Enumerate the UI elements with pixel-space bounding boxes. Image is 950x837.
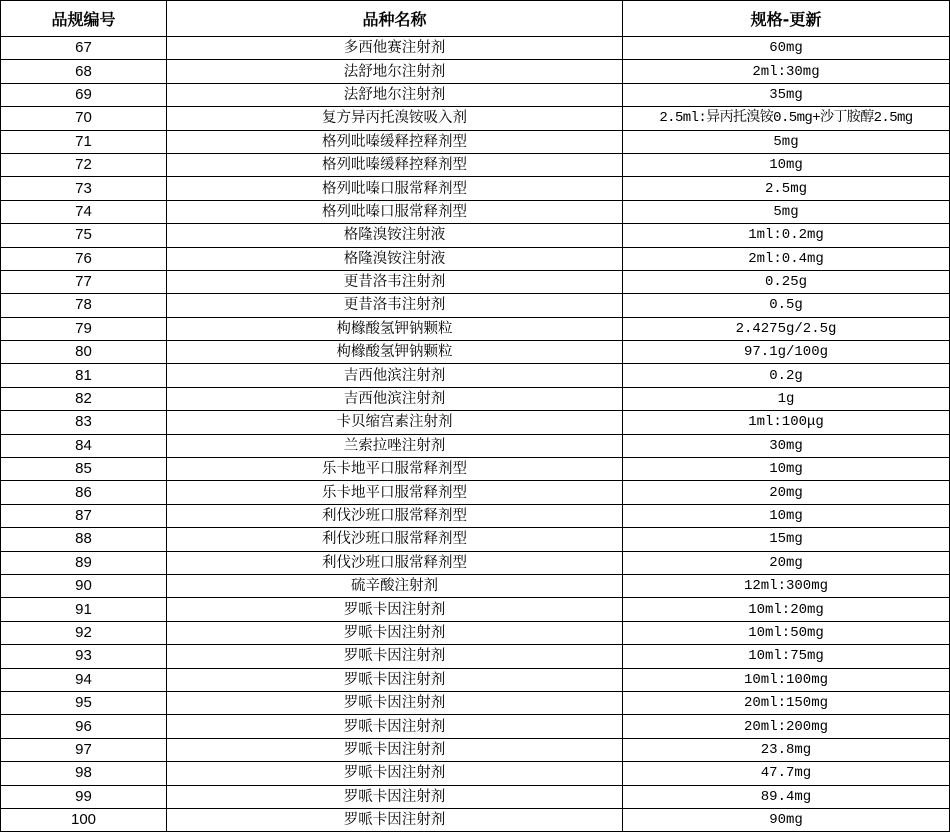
drug-name-cell: 硫辛酸注射剂: [167, 574, 623, 597]
spec-cell: 10ml:50mg: [623, 621, 950, 644]
table-row: [1, 785, 950, 808]
drug-name-cell: 法舒地尔注射剂: [167, 83, 623, 106]
drug-name-cell: 利伐沙班口服常释剂型: [167, 528, 623, 551]
item-code-cell: 94: [1, 668, 167, 691]
drug-name-cell: 法舒地尔注射剂: [167, 60, 623, 83]
drug-name-cell: 卡贝缩宫素注射剂: [167, 411, 623, 434]
drug-name-cell: 罗哌卡因注射剂: [167, 691, 623, 714]
drug-name-cell: 兰索拉唑注射剂: [167, 434, 623, 457]
item-code-cell: 72: [1, 153, 167, 176]
spec-cell: 47.7mg: [623, 762, 950, 785]
table-row: [1, 341, 950, 364]
item-code-cell: 81: [1, 364, 167, 387]
drug-name-cell: 利伐沙班口服常释剂型: [167, 504, 623, 527]
table-row: [1, 481, 950, 504]
drug-name-cell: 罗哌卡因注射剂: [167, 715, 623, 738]
item-code-cell: 93: [1, 645, 167, 668]
spec-cell: 89.4mg: [623, 785, 950, 808]
item-code-cell: 87: [1, 504, 167, 527]
drug-name-cell: 枸橼酸氢钾钠颗粒: [167, 341, 623, 364]
table-row: [1, 60, 950, 83]
table-row: [1, 458, 950, 481]
table-header: [1, 1, 950, 37]
table-row: [1, 387, 950, 410]
item-code-cell: 70: [1, 107, 167, 130]
item-code-cell: 96: [1, 715, 167, 738]
spec-cell: 0.25g: [623, 270, 950, 293]
item-code-cell: 95: [1, 691, 167, 714]
item-code-cell: 74: [1, 200, 167, 223]
drug-name-cell: 复方异丙托溴铵吸入剂: [167, 107, 623, 130]
spec-cell: 23.8mg: [623, 738, 950, 761]
spec-cell: 10ml:100mg: [623, 668, 950, 691]
item-code-cell: 97: [1, 738, 167, 761]
spec-cell: 1ml:100μg: [623, 411, 950, 434]
table-row: [1, 808, 950, 831]
item-code-cell: 79: [1, 317, 167, 340]
item-code-cell: 84: [1, 434, 167, 457]
table-row: [1, 574, 950, 597]
drug-name-cell: 乐卡地平口服常释剂型: [167, 458, 623, 481]
table-row: [1, 247, 950, 270]
table-body: [1, 37, 950, 832]
table-row: [1, 224, 950, 247]
header-row: [1, 1, 950, 37]
spec-cell: 10mg: [623, 153, 950, 176]
spec-cell: 2.5mg: [623, 177, 950, 200]
item-code-cell: 99: [1, 785, 167, 808]
table-row: [1, 504, 950, 527]
table-row: [1, 411, 950, 434]
item-code-cell: 100: [1, 808, 167, 831]
spec-cell: 10mg: [623, 458, 950, 481]
table-row: [1, 364, 950, 387]
item-code-cell: 67: [1, 37, 167, 60]
spec-cell: 0.2g: [623, 364, 950, 387]
spec-cell: 1ml:0.2mg: [623, 224, 950, 247]
table-row: [1, 177, 950, 200]
item-code-cell: 71: [1, 130, 167, 153]
spec-cell: 10mg: [623, 504, 950, 527]
table-row: [1, 668, 950, 691]
drug-name-cell: 格列吡嗪口服常释剂型: [167, 200, 623, 223]
drug-name-cell: 枸橼酸氢钾钠颗粒: [167, 317, 623, 340]
spec-cell: 20ml:200mg: [623, 715, 950, 738]
table-row: [1, 130, 950, 153]
table-row: [1, 153, 950, 176]
item-code-cell: 78: [1, 294, 167, 317]
item-code-cell: 77: [1, 270, 167, 293]
drug-name-cell: 乐卡地平口服常释剂型: [167, 481, 623, 504]
spec-cell: 20ml:150mg: [623, 691, 950, 714]
spec-cell: 1g: [623, 387, 950, 410]
drug-name-cell: 罗哌卡因注射剂: [167, 738, 623, 761]
spec-cell: 97.1g/100g: [623, 341, 950, 364]
item-code-cell: 80: [1, 341, 167, 364]
table-row: [1, 200, 950, 223]
spec-cell: 90mg: [623, 808, 950, 831]
table-row: [1, 270, 950, 293]
table-row: [1, 621, 950, 644]
drug-name-cell: 格列吡嗪口服常释剂型: [167, 177, 623, 200]
item-code-cell: 75: [1, 224, 167, 247]
item-code-cell: 86: [1, 481, 167, 504]
spec-cell: 0.5g: [623, 294, 950, 317]
spec-cell: 2ml:30mg: [623, 60, 950, 83]
table-row: [1, 37, 950, 60]
drug-name-cell: 格列吡嗪缓释控释剂型: [167, 153, 623, 176]
drug-name-cell: 更昔洛韦注射剂: [167, 294, 623, 317]
table-row: [1, 738, 950, 761]
item-code-cell: 85: [1, 458, 167, 481]
drug-name-cell: 格列吡嗪缓释控释剂型: [167, 130, 623, 153]
drug-name-cell: 多西他赛注射剂: [167, 37, 623, 60]
spec-cell: 60mg: [623, 37, 950, 60]
drug-name-cell: 更昔洛韦注射剂: [167, 270, 623, 293]
drug-name-cell: 罗哌卡因注射剂: [167, 785, 623, 808]
drug-name-cell: 罗哌卡因注射剂: [167, 598, 623, 621]
drug-name-cell: 利伐沙班口服常释剂型: [167, 551, 623, 574]
item-code-cell: 90: [1, 574, 167, 597]
item-code-cell: 98: [1, 762, 167, 785]
spec-cell: 2.5ml:异丙托溴铵0.5mg+沙丁胺醇2.5mg: [623, 107, 950, 130]
table-row: [1, 691, 950, 714]
drug-name-cell: 格隆溴铵注射液: [167, 247, 623, 270]
drug-name-cell: 罗哌卡因注射剂: [167, 808, 623, 831]
item-code-cell: 88: [1, 528, 167, 551]
item-code-cell: 68: [1, 60, 167, 83]
spec-cell: 35mg: [623, 83, 950, 106]
spec-cell: 10ml:20mg: [623, 598, 950, 621]
drug-name-cell: 罗哌卡因注射剂: [167, 621, 623, 644]
table-row: [1, 434, 950, 457]
header-drug-name: 品种名称: [167, 1, 623, 37]
table-row: [1, 551, 950, 574]
table-row: [1, 762, 950, 785]
table-row: [1, 317, 950, 340]
spec-cell: 5mg: [623, 130, 950, 153]
header-item-code: 品规编号: [1, 1, 167, 37]
item-code-cell: 76: [1, 247, 167, 270]
spec-cell: 10ml:75mg: [623, 645, 950, 668]
item-code-cell: 92: [1, 621, 167, 644]
drug-name-cell: 罗哌卡因注射剂: [167, 668, 623, 691]
item-code-cell: 73: [1, 177, 167, 200]
table-row: [1, 645, 950, 668]
table-row: [1, 528, 950, 551]
spec-cell: 30mg: [623, 434, 950, 457]
drug-name-cell: 罗哌卡因注射剂: [167, 645, 623, 668]
spec-cell: 20mg: [623, 551, 950, 574]
table-row: [1, 83, 950, 106]
spec-cell: 12ml:300mg: [623, 574, 950, 597]
table-row: [1, 715, 950, 738]
table-row: [1, 598, 950, 621]
spec-cell: 2ml:0.4mg: [623, 247, 950, 270]
table-row: [1, 294, 950, 317]
drug-name-cell: 吉西他滨注射剂: [167, 364, 623, 387]
spec-cell: 15mg: [623, 528, 950, 551]
item-code-cell: 89: [1, 551, 167, 574]
item-code-cell: 83: [1, 411, 167, 434]
spec-cell: 20mg: [623, 481, 950, 504]
drug-name-cell: 吉西他滨注射剂: [167, 387, 623, 410]
drug-name-cell: 格隆溴铵注射液: [167, 224, 623, 247]
item-code-cell: 69: [1, 83, 167, 106]
item-code-cell: 82: [1, 387, 167, 410]
item-code-cell: 91: [1, 598, 167, 621]
spec-cell: 5mg: [623, 200, 950, 223]
spec-cell: 2.4275g/2.5g: [623, 317, 950, 340]
table-row: [1, 107, 950, 130]
drug-name-cell: 罗哌卡因注射剂: [167, 762, 623, 785]
header-spec-update: 规格-更新: [623, 1, 950, 37]
